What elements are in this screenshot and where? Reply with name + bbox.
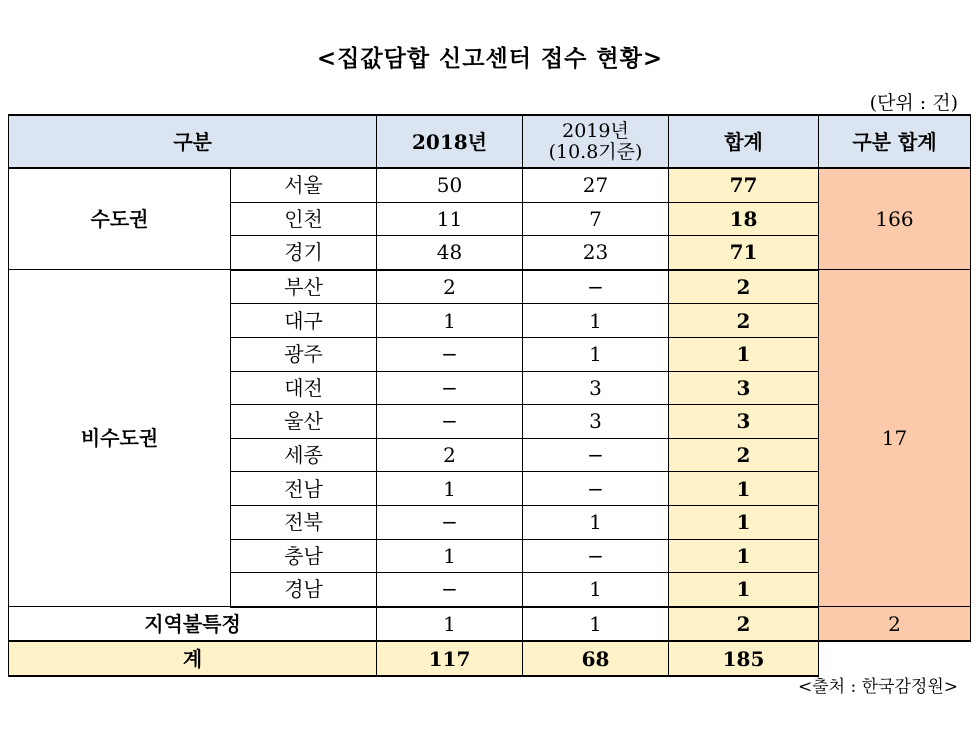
table-row [9,270,971,304]
value-sum: 3 [669,405,819,439]
value-2018: − [377,573,523,607]
region-cell: 대구 [231,304,377,338]
header-2019-year: 2019년 [562,119,629,142]
region-cell: 세종 [231,438,377,472]
value-2019: 1 [523,607,669,642]
region-cell: 인천 [231,202,377,236]
value-2018: − [377,337,523,371]
value-sum: 1 [669,337,819,371]
header-group-sum: 구분 합계 [819,115,971,168]
value-2018: 50 [377,168,523,202]
total-sum: 185 [669,641,819,676]
value-2018: 11 [377,202,523,236]
value-2018: 1 [377,539,523,573]
table-header-row [9,115,971,168]
value-2019: 23 [523,236,669,270]
page-title: <집값담합 신고센터 접수 현황> [316,45,664,72]
value-sum: 3 [669,371,819,405]
region-cell: 경남 [231,573,377,607]
value-sum: 2 [669,304,819,338]
value-sum: 1 [669,505,819,539]
report-table [8,114,971,677]
region-cell: 광주 [231,337,377,371]
value-2019: 3 [523,371,669,405]
value-2018: 48 [377,236,523,270]
value-sum: 1 [669,573,819,607]
region-cell: 경기 [231,236,377,270]
value-2019: − [523,472,669,506]
table-row-total [9,641,971,676]
value-2019: 1 [523,505,669,539]
value-2018: 1 [377,607,523,642]
value-2018: − [377,371,523,405]
region-cell: 충남 [231,539,377,573]
value-2018: 2 [377,438,523,472]
group-label-unspecified: 지역불특정 [9,607,377,642]
region-cell: 부산 [231,270,377,304]
value-sum: 2 [669,607,819,642]
value-2018: − [377,405,523,439]
table-row [9,168,971,202]
value-sum: 71 [669,236,819,270]
value-2019: − [523,539,669,573]
value-sum: 2 [669,438,819,472]
value-sum: 2 [669,270,819,304]
value-2019: − [523,270,669,304]
empty-cell [819,641,971,676]
value-2019: 27 [523,168,669,202]
group-label-capital: 수도권 [9,168,231,270]
region-cell: 전북 [231,505,377,539]
total-2019: 68 [523,641,669,676]
table-row-unspecified [9,607,971,642]
value-sum: 1 [669,539,819,573]
value-2019: 7 [523,202,669,236]
value-2018: 2 [377,270,523,304]
header-category: 구분 [9,115,377,168]
value-sum: 77 [669,168,819,202]
header-2019 [523,115,669,168]
region-cell: 울산 [231,405,377,439]
value-2018: − [377,505,523,539]
value-2019: 1 [523,337,669,371]
value-2018: 1 [377,472,523,506]
value-2019: 3 [523,405,669,439]
group-total-noncapital: 17 [819,270,971,607]
group-total-unspecified: 2 [819,607,971,642]
total-2018: 117 [377,641,523,676]
header-2018: 2018년 [377,115,523,168]
source-note: <출처 : 한국감정원> [798,677,958,697]
header-sum: 합계 [669,115,819,168]
region-cell: 전남 [231,472,377,506]
value-sum: 18 [669,202,819,236]
header-2019-basis: (10.8기준) [548,140,643,163]
group-total-capital: 166 [819,168,971,270]
region-cell: 대전 [231,371,377,405]
total-label: 계 [9,641,377,676]
value-sum: 1 [669,472,819,506]
unit-label: (단위 : 건) [869,92,958,114]
value-2019: − [523,438,669,472]
value-2018: 1 [377,304,523,338]
group-label-noncapital: 비수도권 [9,270,231,607]
region-cell: 서울 [231,168,377,202]
value-2019: 1 [523,304,669,338]
value-2019: 1 [523,573,669,607]
